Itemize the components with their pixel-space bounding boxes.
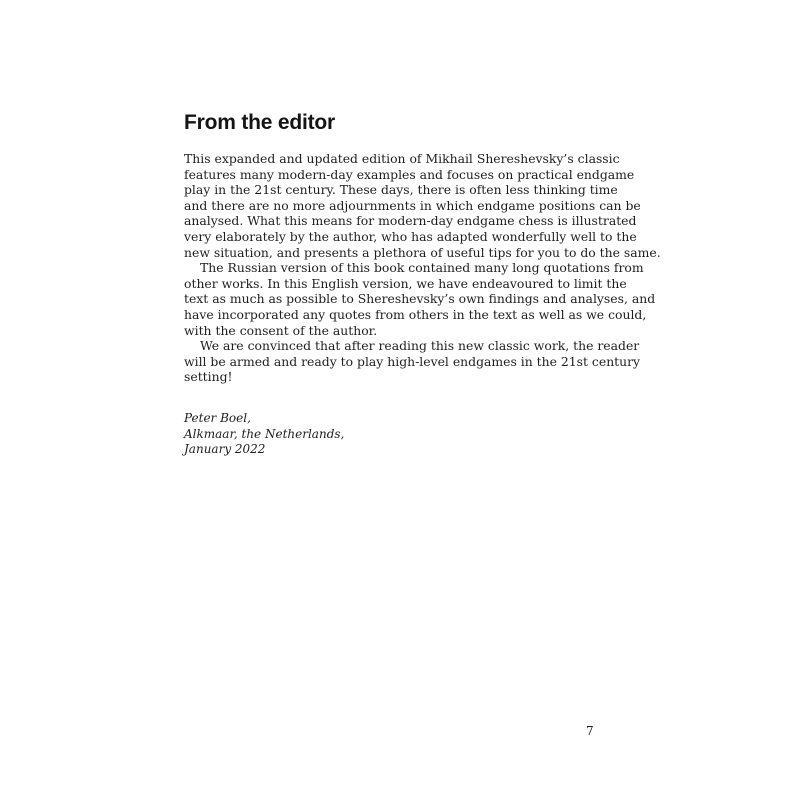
text-line: new situation, and presents a plethora of useful tips for you to do the same.: [184, 244, 661, 260]
text-line: will be armed and ready to play high-level endgames in the 21st century: [184, 353, 641, 369]
signature-block: [184, 411, 344, 458]
signature-place: Alkmaar, the Netherlands,: [184, 426, 345, 441]
text-line: with the consent of the author.: [184, 322, 378, 338]
paragraph-1: [184, 151, 661, 260]
text-line: This expanded and updated edition of Mikhail Shereshevsky’s classic: [184, 151, 620, 166]
signature-date: January 2022: [184, 442, 266, 457]
text-line: have incorporated any quotes from others in the text as well as we could,: [184, 306, 647, 322]
text-line: The Russian version of this book contained many long quotations from: [200, 260, 644, 276]
text-line: play in the 21st century. These days, there is often less thinking time: [184, 182, 618, 198]
chapter-heading: From the editor: [184, 111, 336, 134]
text-line: very elaborately by the author, who has adapted wonderfully well to the: [184, 228, 637, 244]
text-line: We are convinced that after reading this new classic work, the reader: [200, 338, 640, 354]
paragraph-2: [184, 260, 656, 338]
body-text: [184, 151, 661, 385]
text-line: setting!: [184, 369, 233, 385]
text-line: analysed. What this means for modern-day endgame chess is illustrated: [184, 213, 637, 229]
text-line: features many modern-day examples and focuses on practical endgame: [184, 166, 635, 182]
text-line: text as much as possible to Shereshevsky’s own findings and analyses, and: [184, 291, 656, 307]
text-line: and there are no more adjournments in which endgame positions can be: [184, 197, 641, 213]
paragraph-3: [184, 338, 641, 385]
signature-name: Peter Boel,: [184, 411, 251, 425]
text-line: other works. In this English version, we have endeavoured to limit the: [184, 275, 627, 291]
page-number: 7: [586, 724, 594, 738]
